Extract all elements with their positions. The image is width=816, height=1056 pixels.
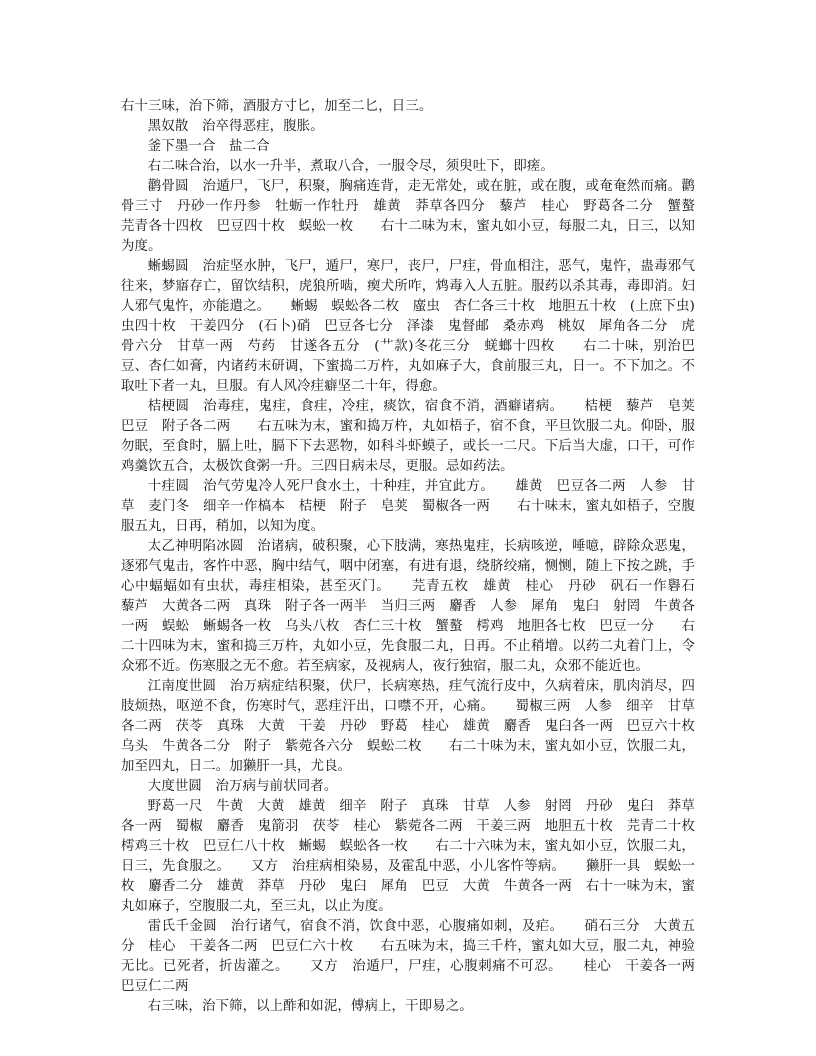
paragraph: 右十三味，治下筛，酒服方寸匕，加至二匕，日三。 [121, 99, 433, 114]
paragraph: 右三味，治下筛，以上酢和如泥，傅病上，干即易之。 [147, 999, 473, 1014]
paragraph: 蜥蜴圆 治症坚水肿，飞尸，遁尸，寒尸，丧尸，尸疰，骨血相注，恶气，鬼忤，蛊毒邪气往来，梦寤存亡，留饮结积，虎狼所啮，瘈犬所咋，鸩毒入人五脏。服药以杀其毒，毒即消。妇人邪气鬼忤，亦能遣之。 蜥蜴 蜈蚣各二枚 䗪虫 杏仁各三十枚 地胆五十枚 (上庶下虫)虫四十枚 干姜四分 (石卜)硝 巴豆各七分 泽漆 鬼督邮 桑赤鸡 桃奴 犀角各二分 虎骨六分 甘草一两 芍药 甘遂各五分 (艹款)冬花三分 蜣螂十四枚 右二十味，别治巴豆、杏仁如膏，内诸药末研调，下蜜捣二万杵，丸如麻子大，食前服三丸，日一。不下加之。不取吐下者一丸，旦服。有人风冷疰癖坚二十年，得愈。 [121, 259, 695, 394]
paragraph: 太乙神明陷冰圆 治诸病，破积聚，心下肢满，寒热鬼疰，长病咳逆，唾噫，辟除众恶鬼，逐邪气鬼击，客忤中恶，胸中结气，咽中闭塞，有进有退，绕脐绞痛，恻恻，随上下按之跳，手心中蝠蝠如有虫状，毒疰相染，甚至灭门。 芫青五枚 雄黄 桂心 丹砂 矾石一作礜石 藜芦 大黄各二两 真珠 附子各一两半 当归三两 麝香 人参 犀角 鬼臼 射罔 牛黄各一两 蜈蚣 蜥蜴各一枚 乌头八枚 杏仁三十枚 蟹螯 樗鸡 地胆各七枚 巴豆一分 右二十四味为末，蜜和捣三万杵，丸如小豆，先食服二丸，日再。不止稍增。以药二丸着门上，令众邪不近。伤寒服之无不愈。若至病家，及视病人，夜行独宿，服二丸，众邪不能近也。 [121, 539, 709, 674]
paragraph: 野葛一尺 牛黄 大黄 雄黄 细辛 附子 真珠 甘草 人参 射罔 丹砂 鬼臼 莽草各一两 蜀椒 麝香 鬼箭羽 茯苓 桂心 紫菀各二两 干姜三两 地胆五十枚 芫青二十枚 樗鸡三十枚 巴豆仁八十枚 蜥蜴 蜈蚣各一枚 右二十六味为末，蜜丸如小豆，饮服二丸，日三，先食服之。 又方 治疰病相染易，及霍乱中恶，小儿客忤等病。 獭肝一具 蜈蚣一枚 麝香二分 雄黄 莽草 丹砂 鬼臼 犀角 巴豆 大黄 牛黄各一两 右十一味为末，蜜丸如麻子，空腹服二丸，至三丸，以止为度。 [121, 799, 709, 914]
paragraph: 右二味合治，以水一升半，煮取八合，一服令尽，须臾吐下，即瘥。 [147, 159, 555, 174]
paragraph: 鹳骨圆 治遁尸，飞尸，积聚，胸痛连背，走无常处，或在脏，或在腹，或奄奄然而痛。鹳骨三寸 丹砂一作丹参 牡蛎一作牡丹 雄黄 莽草各四分 藜芦 桂心 野葛各二分 蟹螯 芫青各十四枚 巴豆四十枚 蜈蚣一枚 右十二味为末，蜜丸如小豆，每服二丸，日三，以知为度。 [121, 179, 709, 254]
paragraph: 釜下墨一合 盐二合 [147, 139, 270, 154]
paragraph: 大度世圆 治万病与前状同者。 [147, 779, 338, 794]
paragraph: 桔梗圆 治毒疰，鬼疰，食疰，冷疰，痰饮，宿食不消，酒癖诸病。 桔梗 藜芦 皂荚 巴豆 附子各二两 右五味为末，蜜和捣万杵，丸如梧子，宿不食，平旦饮服二丸。仰卧，服勿眠，至食时，膈上吐，膈下下去恶物，如科斗虾蟆子，或长一二尺。下后当大虚，口干，可作鸡羹饮五合，太极饮食粥一升。三四日病未尽，更服。忌如药法。 [121, 399, 709, 474]
paragraph: 十疰圆 治气劳鬼冷人死尸食水土，十种疰，并宜此方。 雄黄 巴豆各二两 人参 甘草 麦门冬 细辛一作槁本 桔梗 附子 皂荚 蜀椒各一两 右十味末，蜜丸如梧子，空腹服五丸，日再，稍加，以知为度。 [121, 479, 695, 534]
paragraph: 黑奴散 治卒得恶疰，腹胀。 [147, 119, 324, 134]
paragraph: 雷氏千金圆 治行诸气，宿食不消，饮食中恶，心腹痛如刺，及疟。 硝石三分 大黄五分 桂心 干姜各二两 巴豆仁六十枚 右五味为末，捣三千杵，蜜丸如大豆，服二丸，神验无比。已死者，折齿灌之。 又方 治遁尸，尸疰，心腹刺痛不可忍。 桂心 干姜各一两 巴豆仁二两 [121, 919, 709, 994]
body-text [121, 97, 709, 1017]
paragraph: 江南度世圆 治万病症结积聚，伏尸，长病寒热，疰气流行皮中，久病着床，肌肉消尽，四肢烦热，呕逆不食，伤寒时气，恶疰汗出，口噤不开，心痛。 蜀椒三两 人参 细辛 甘草各二两 茯苓 真珠 大黄 干姜 丹砂 野葛 桂心 雄黄 麝香 鬼臼各一两 巴豆六十枚 乌头 牛黄各二分 附子 紫菀各六分 蜈蚣二枚 右二十味为末，蜜丸如小豆，饮服二丸，加至四丸，日二。加獭肝一具，尤良。 [121, 679, 709, 774]
